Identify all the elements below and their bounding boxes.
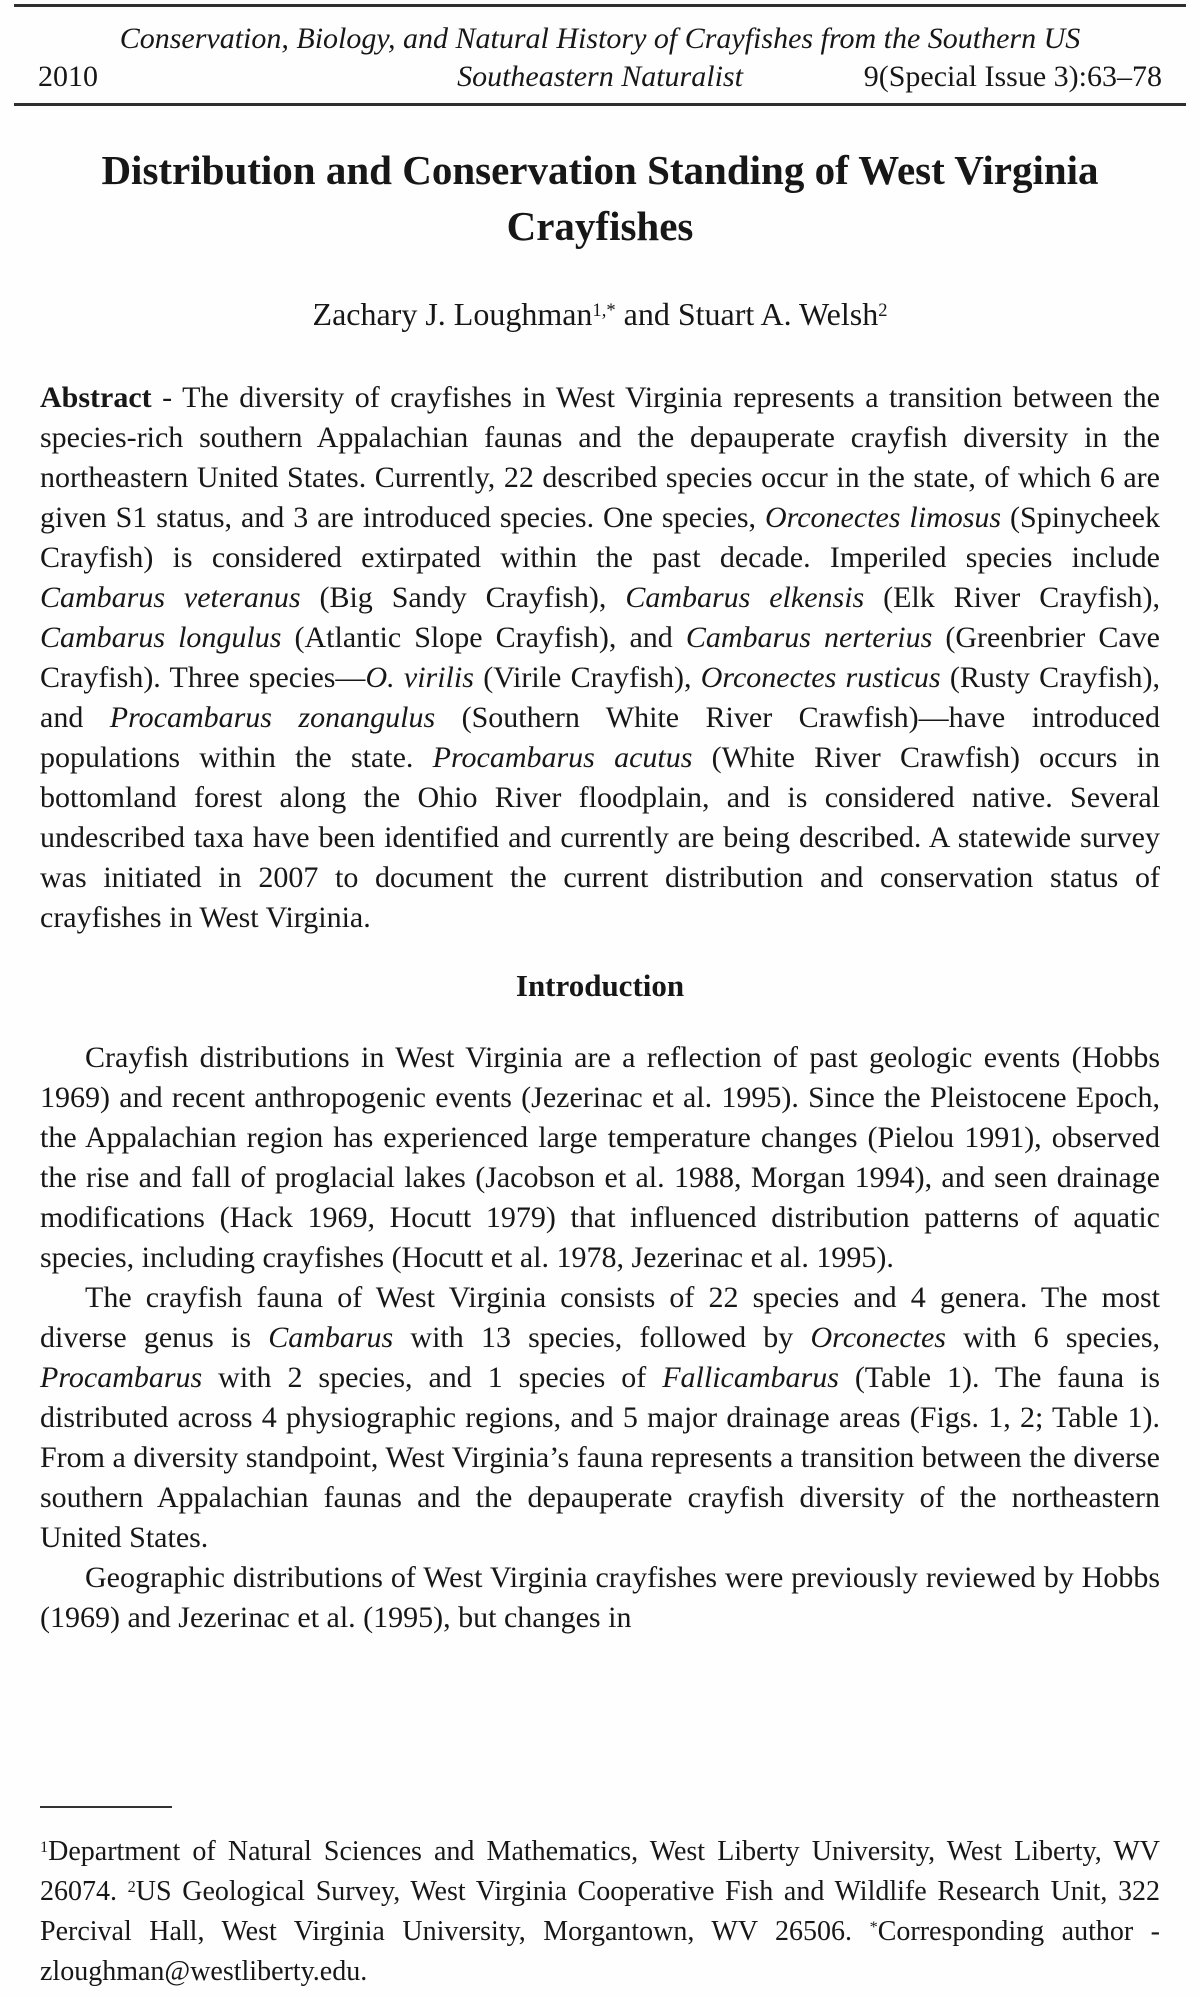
footnote-block [40,1806,1160,1992]
issue-citation: 9(Special Issue 3):63–78 [863,60,1162,93]
introduction-paragraph-2: The crayfish fauna of West Virginia consists of 22 species and 4 genera. The most diverse genus is Cambarus with 13 species, followed by Orconectes with 6 species, Procambarus with 2 species, and 1 species of Fallicambarus (Table 1). The fauna is distributed across 4 physiographic regions, and 5 major drainage areas (Figs. 1, 2; Table 1). From a diversity standpoint, West Virginia’s fauna represents a transition between the diverse southern Appalachian faunas and the depauperate crayfish diversity of the northeastern United States. [40,1281,1161,1554]
article-title: Distribution and Conservation Standing of West Virginia Crayfishes [101,147,1099,249]
running-title: Conservation, Biology, and Natural History of Crayfishes from the Southern US [119,22,1081,55]
authors-line: Zachary J. Loughman$^{1,*}$ and Stuart A. Welsh$^2$ [312,296,888,332]
year-label: 2010 [38,60,98,93]
footnote-text: $^1$Department of Natural Sciences and Mathematics, West Liberty University, West Liberty, WV 26074. $^2$US Geological Survey, West Virginia Cooperative Fish and Wildlife Research Unit, 322 Percival Hall, West Virginia University, Morgantown, WV 26506. *Corresponding author - zloughman@westliberty.edu. [40,1836,1161,1987]
introduction-paragraph-3: Geographic distributions of West Virginia crayfishes were previously reviewed by Hobbs (1969) and Jezerinac et al. (1995), but changes in [40,1561,1160,1634]
journal-name: Southeastern Naturalist [457,60,743,93]
footnote-divider [40,1806,172,1808]
journal-header [0,7,1200,96]
journal-header-line2 [36,58,1164,96]
header-bottom-rule [14,103,1186,106]
introduction-heading: Introduction [515,968,685,1003]
abstract-paragraph: Abstract - The diversity of crayfishes in West Virginia represents a transition between the species-rich southern Appalachian faunas and the depauperate crayfish diversity in the northeastern United States. Currently, 22 described species occur in the state, of which 6 are given S1 status, and 3 are introduced species. One species, Orconectes limosus (Spinycheek Crayfish) is considered extirpated within the past decade. Imperiled species include Cambarus veteranus (Big Sandy Crayfish), Cambarus elkensis (Elk River Crayfish), Cambarus longulus (Atlantic Slope Crayfish), and Cambarus nerterius (Greenbrier Cave Crayfish). Three species—O. virilis (Virile Crayfish), Orconectes rusticus (Rusty Crayfish), and Procambarus zonangulus (Southern White River Crawfish)—have introduced populations within the state. Procambarus acutus (White River Crawfish) occurs in bottomland forest along the Ohio River floodplain, and is considered native. Several undescribed taxa have been identified and currently are being described. A statewide survey was initiated in 2007 to document the current distribution and conservation status of crayfishes in West Virginia. [40,381,1161,934]
introduction-paragraph-1: Crayfish distributions in West Virginia are a reflection of past geologic events (Hobbs 1969) and recent anthropogenic events (Jezerinac et al. 1995). Since the Pleistocene Epoch, the Appalachian region has experienced large temperature changes (Pielou 1991), observed the rise and fall of proglacial lakes (Jacobson et al. 1988, Morgan 1994), and seen drainage modifications (Hack 1969, Hocutt 1979) that influenced distribution patterns of aquatic species, including crayfishes (Hocutt et al. 1978, Jezerinac et al. 1995). [40,1041,1160,1274]
